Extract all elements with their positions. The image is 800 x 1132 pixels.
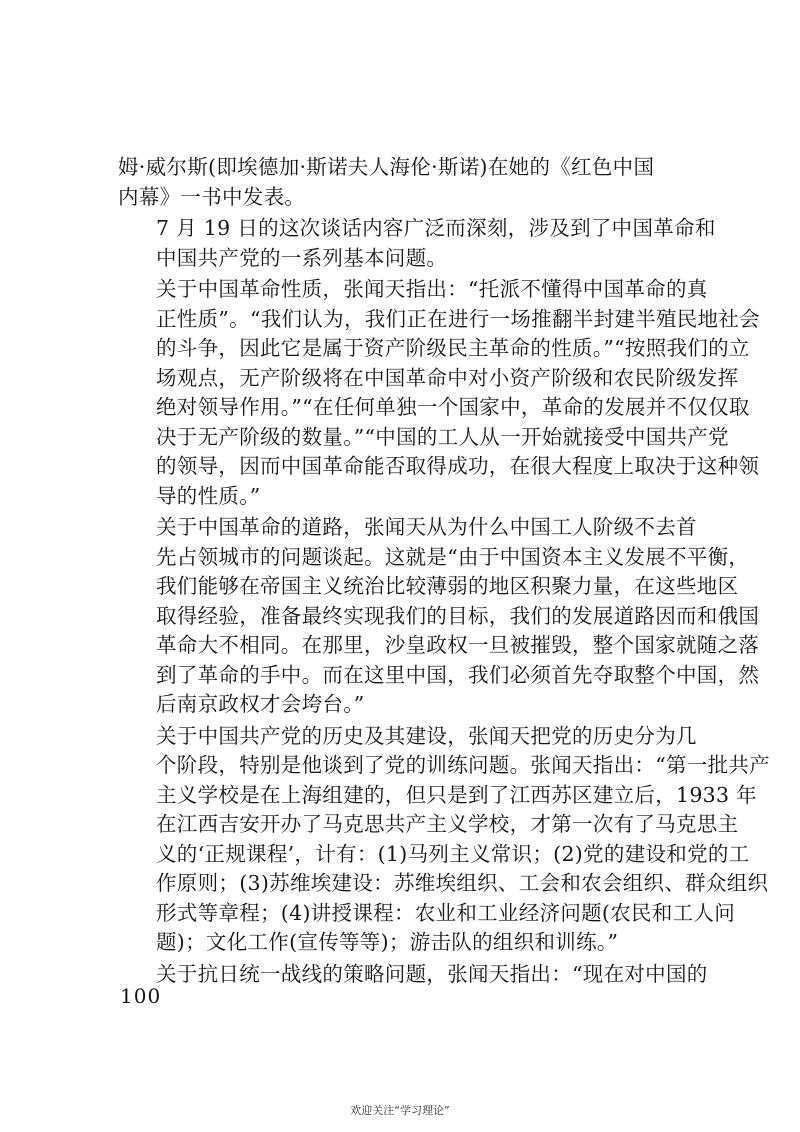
text-line: 绝对领导作用。”“在任何单独一个国家中，革命的发展并不仅仅取 <box>156 395 750 419</box>
paragraph <box>118 513 760 720</box>
text-line: 义的‘正规课程’，计有：(1)马列主义常识；(2)党的建设和党的工 <box>156 841 750 866</box>
text-line: 场观点，无产阶级将在中国革命中对小资产阶级和农民阶级发挥 <box>156 365 739 390</box>
text-line: 导的性质。” <box>156 483 261 508</box>
paragraph <box>118 722 770 958</box>
text-line: 先占领城市的问题谈起。这就是“由于中国资本主义发展不平衡， <box>156 544 750 569</box>
text-line: 正性质”。“我们认为，我们正在进行一场推翻半封建半殖民地社会 <box>156 306 760 331</box>
text-line: 姆·威尔斯(即埃德加·斯诺夫人海伦·斯诺)在她的《红色中国 <box>118 155 655 179</box>
text-line: 7 月 19 日的这次谈话内容广泛而深刻，涉及到了中国革命和 <box>156 216 716 240</box>
text-line: 我们能够在帝国主义统治比较薄弱的地区积聚力量，在这些地区 <box>156 574 739 598</box>
text-line: 个阶段，特别是他谈到了党的训练问题。张闻天指出：“第一批共产 <box>156 753 770 777</box>
text-line: 关于抗日统一战线的策略问题，张闻天指出：“现在对中国的 <box>156 961 708 986</box>
text-line: 内幕》一书中发表。 <box>118 184 306 209</box>
text-line: 关于中国共产党的历史及其建设，张闻天把党的历史分为几 <box>156 723 697 748</box>
text-line: 到了革命的手中。而在这里中国，我们必须首先夺取整个中国，然 <box>156 662 760 687</box>
text-line: 的领导，因而中国革命能否取得成功，在很大程度上取决于这种领 <box>156 454 760 478</box>
body-text <box>118 153 770 991</box>
text-line: 革命大不相同。在那里，沙皇政权一旦被摧毁，整个国家就随之落 <box>156 633 760 657</box>
text-line: 后南京政权才会垮台。” <box>156 692 365 716</box>
text-line: 的斗争，因此它是属于资产阶级民主革命的性质。”“按照我们的立 <box>156 336 750 360</box>
text-line: 关于中国革命的道路，张闻天从为什么中国工人阶级不去首 <box>156 515 697 539</box>
text-line: 形式等章程；(4)讲授课程：农业和工业经济问题(农民和工人问 <box>156 900 736 925</box>
text-line: 中国共产党的一系列基本问题。 <box>156 245 448 270</box>
text-line: 决于无产阶级的数量。”“中国的工人从一开始就接受中国共产党 <box>156 424 729 449</box>
text-line: 取得经验，准备最终实现我们的目标，我们的发展道路因而和俄国 <box>156 603 760 628</box>
paragraph <box>118 214 716 273</box>
paragraph <box>118 153 674 212</box>
text-line: 作原则；(3)苏维埃建设：苏维埃组织、工会和农会组织、群众组织 <box>156 871 769 895</box>
footer-note: 欢迎关注“学习理论” <box>350 1104 450 1117</box>
text-line: 主义学校是在上海组建的，但只是到了江西苏区建立后，1933 年 <box>156 782 757 807</box>
paragraph <box>118 275 760 511</box>
text-line: 在江西吉安开办了马克思共产主义学校，才第一次有了马克思主 <box>156 812 739 836</box>
text-line: 题)；文化工作(宣传等等)；游击队的组织和训练。” <box>156 930 619 954</box>
text-line: 关于中国革命性质，张闻天指出：“托派不懂得中国革命的真 <box>156 277 708 301</box>
page-number: 100 <box>120 984 162 1008</box>
paragraph <box>118 960 708 990</box>
